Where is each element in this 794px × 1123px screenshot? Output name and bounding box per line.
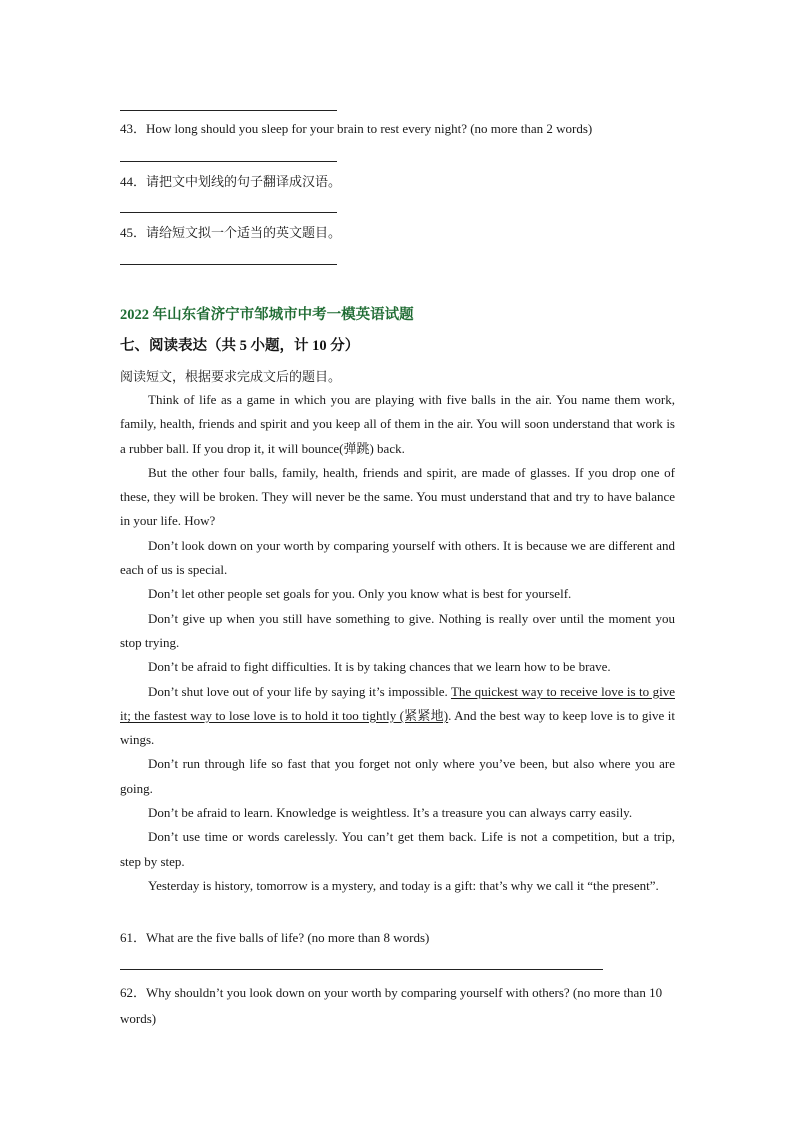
passage-paragraph: Don’t be afraid to learn. Knowledge is weightless. It’s a treasure you can always carry easily. xyxy=(148,805,633,821)
passage-paragraph: Don’t run through life so fast that you forget not only where you’ve been, but also where you are going. xyxy=(120,756,675,796)
exam-title: 2022 年山东省济宁市邹城市中考一模英语试题 xyxy=(120,307,414,323)
passage-paragraph: Yesterday is history, tomorrow is a mystery, and today is a gift: that’s why we call it “the present”. xyxy=(148,877,659,893)
answer-line-44 xyxy=(120,212,337,213)
underlined-sentence: The quickest way to receive love is to give it; the fastest way to lose love is to hold it too tightly (紧紧地) xyxy=(120,683,675,723)
answer-line-42 xyxy=(120,110,337,111)
question-44: 44．请把文中划线的句子翻译成汉语。 xyxy=(120,174,342,189)
answer-line-45 xyxy=(120,264,337,265)
answer-line-61 xyxy=(120,969,603,970)
passage-paragraph: Don’t give up when you still have something to give. Nothing is really over until the moment you stop trying. xyxy=(120,610,675,650)
question-45: 45．请给短文拟一个适当的英文题目。 xyxy=(120,225,342,240)
paragraph-text: Don’t shut love out of your life by saying it’s impossible. xyxy=(148,683,451,699)
passage-paragraph: Don’t use time or words carelessly. You can’t get them back. Life is not a competition, but a trip, step by step. xyxy=(120,829,675,869)
answer-line-43 xyxy=(120,161,337,162)
question-61: 61．What are the five balls of life? (no more than 8 words) xyxy=(120,930,430,945)
paragraph-text: . And the best way to keep love is to give it wings. xyxy=(120,707,675,748)
passage-paragraph: Think of life as a game in which you are playing with five balls in the air. You name them work, family, health, friends and spirit and you keep all of them in the air. You will soon understand that work is a rubber ball. If you drop it, it will bounce(弹跳) back. xyxy=(120,392,675,456)
passage-paragraph: Don’t be afraid to fight difficulties. It is by taking chances that we learn how to be brave. xyxy=(148,659,611,675)
question-43: 43．How long should you sleep for your brain to rest every night? (no more than 2 words) xyxy=(120,121,593,136)
reading-passage xyxy=(120,388,675,898)
section-title: 七、阅读表达（共 5 小题，计 10 分） xyxy=(120,338,360,354)
passage-paragraph xyxy=(120,680,675,753)
question-62: 62．Why shouldn’t you look down on your worth by comparing yourself with others? (no more than 10 words) xyxy=(120,985,663,1026)
passage-paragraph: But the other four balls, family, health, friends and spirit, are made of glasses. If you drop one of these, they will be broken. They will never be the same. You must understand that and try to have balance in your life. How? xyxy=(120,464,675,529)
passage-paragraph: Don’t let other people set goals for you. Only you know what is best for yourself. xyxy=(148,586,572,602)
instructions: 阅读短文，根据要求完成文后的题目。 xyxy=(120,369,342,384)
passage-paragraph: Don’t look down on your worth by comparing yourself with others. It is because we are different and each of us is special. xyxy=(120,537,675,578)
